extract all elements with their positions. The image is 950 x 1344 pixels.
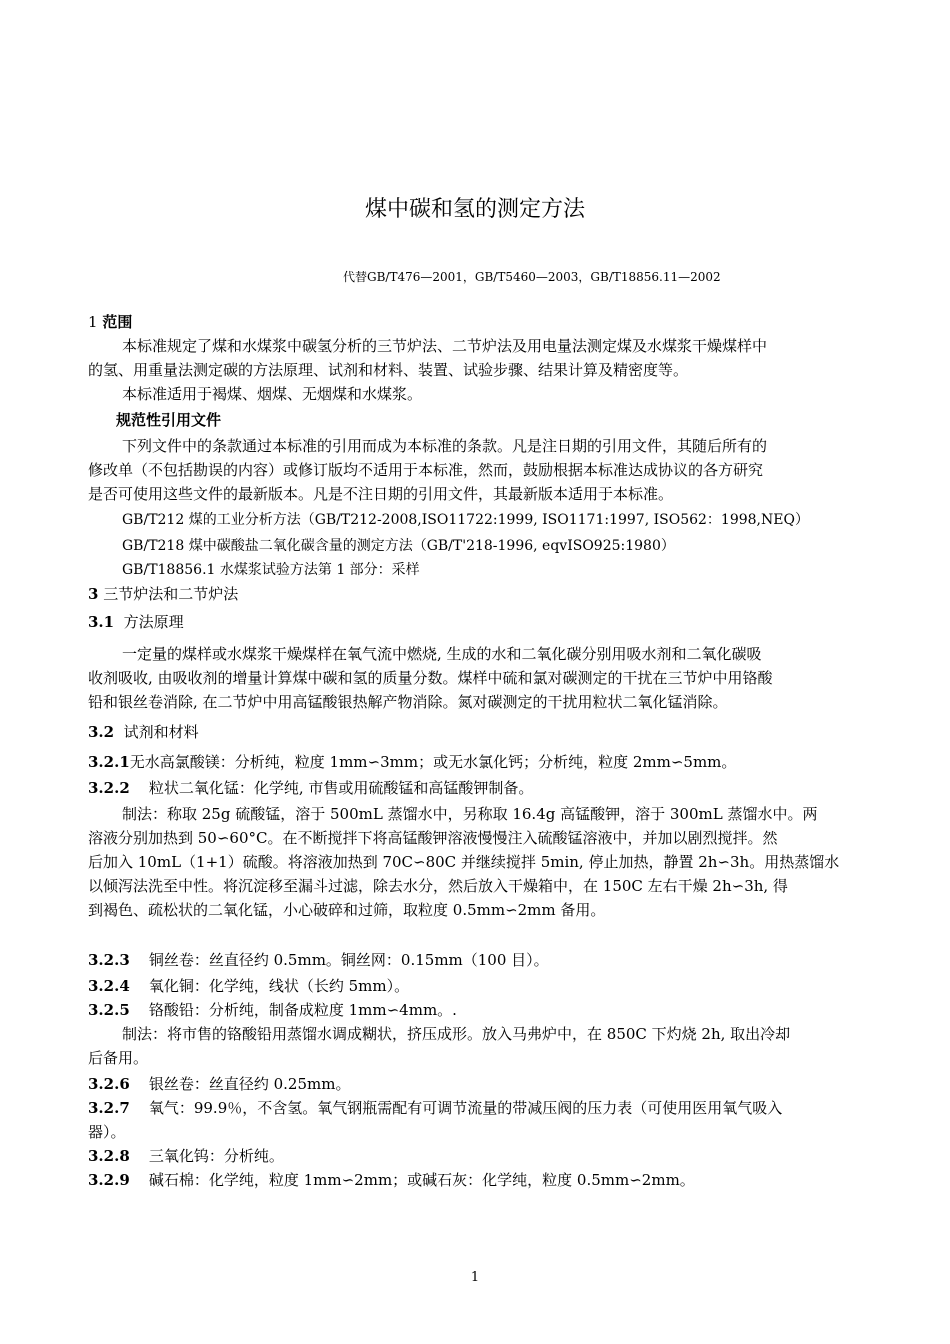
paragraph-line: 本标准规定了煤和水煤浆中碳氢分析的三节炉法、二节炉法及用电量法测定煤及水煤浆干燥煤样中 [122,337,768,355]
clause-3-2-9 [88,1170,695,1190]
paragraph-line: 制法：将市售的铬酸铅用蒸馏水调成糊状，挤压成形。放入马弗炉中，在 850C 下灼烧 2h, 取出冷却 [122,1025,791,1043]
subsection-3-1-heading [88,612,184,632]
paragraph-line: 本标准适用于褐煤、烟煤、无烟煤和水煤浆。 [122,385,423,403]
section-3-heading [88,584,238,604]
reference-item: GB/T212 煤的工业分析方法（GB/T212-2008,ISO11722:1999, ISO1171:1997, ISO562：1998,NEQ） [122,512,809,528]
clause-3-2-5 [88,1000,457,1020]
clause-3-2-6 [88,1074,350,1094]
clause-text: 粒状二氧化锰：化学纯, 市售或用硫酸锰和高锰酸钾制备。 [148,779,534,797]
clause-number: 3.2.8 [88,1147,130,1165]
paragraph-line: 是否可使用这些文件的最新版本。凡是不注日期的引用文件，其最新版本适用于本标准。 [88,485,674,503]
clause-3-2-2 [88,778,533,798]
paragraph-line: 器）。 [88,1123,126,1141]
clause-text: 氧化铜：化学纯，线状（长约 5mm）。 [148,977,410,995]
paragraph-line: 一定量的煤样或水煤浆干燥煤样在氧气流中燃烧, 生成的水和二氧化碳分别用吸水剂和二氧化碳吸 [122,645,762,663]
clause-number: 3.2.2 [88,779,130,797]
clause-3-2-4 [88,976,409,996]
section-number: 3.2 [88,723,115,741]
section-title: 三节炉法和二节炉法 [103,585,239,603]
clause-number: 3.2.3 [88,951,130,969]
section-title: 方法原理 [123,613,184,631]
reference-item: GB/T18856.1 水煤浆试验方法第 1 部分：采样 [122,562,420,578]
clause-text: 银丝卷：丝直径约 0.25mm。 [148,1075,351,1093]
clause-3-2-1 [88,752,736,772]
clause-text: 氧气：99.9％，不含氢。氧气钢瓶需配有可调节流量的带减压阀的压力表（可使用医用氧气吸入 [148,1099,783,1117]
clause-text: 三氧化钨：分析纯。 [148,1147,284,1165]
paragraph-line: 以倾泻法洗至中性。将沉淀移至漏斗过滤，除去水分，然后放入干燥箱中，在 150C 左右干燥 2h∽3h, 得 [88,877,788,895]
paragraph-line: 收剂吸收, 由吸收剂的增量计算煤中碳和氢的质量分数。煤样中硫和氯对碳测定的干扰在三节炉中用铬酸 [88,669,773,687]
clause-number: 3.2.1 [88,753,130,771]
section-number: 3.1 [88,613,115,631]
clause-text: 无水高氯酸镁：分析纯，粒度 1mm∽3mm；或无水氯化钙；分析纯，粒度 2mm∽5mm。 [129,753,737,771]
paragraph-line: 后备用。 [88,1049,149,1067]
paragraph-line: 溶液分别加热到 50∽60°C。在不断搅拌下将高锰酸钾溶液慢慢注入硫酸锰溶液中，并加以剧烈搅拌。然 [88,829,778,847]
subsection-3-2-heading [88,722,199,742]
section-1-heading [88,312,132,332]
clause-text: 铜丝卷：丝直径约 0.5mm。铜丝网：0.15mm（100 目）。 [148,951,549,969]
clause-number: 3.2.5 [88,1001,130,1019]
section-2-heading: 规范性引用文件 [116,411,222,429]
clause-number: 3.2.7 [88,1099,130,1117]
replaces-note: 代替GB/T476—2001，GB/T5460—2003，GB/T18856.11—2002 [343,270,721,284]
paragraph-line: 后加入 10mL（1+1）硫酸。将溶液加热到 70C∽80C 并继续搅拌 5min, 停止加热，静置 2h∽3h。用热蒸馏水 [88,853,840,871]
section-number: 1 [88,313,98,331]
paragraph-line: 的氢、用重量法测定碳的方法原理、试剂和材料、装置、试验步骤、结果计算及精密度等。 [88,361,689,379]
clause-text: 铬酸铅：分析纯，制备成粒度 1mm∽4mm。. [148,1001,457,1019]
paragraph-line: 下列文件中的条款通过本标准的引用而成为本标准的条款。凡是注日期的引用文件，其随后所有的 [122,437,768,455]
paragraph-line: 制法：称取 25g 硫酸锰，溶于 500mL 蒸馏水中，另称取 16.4g 高锰酸钾，溶于 300mL 蒸馏水中。两 [122,805,818,823]
paragraph-line: 铅和银丝卷消除, 在二节炉中用高锰酸银热解产物消除。氮对碳测定的干扰用粒状二氧化锰消除。 [88,693,728,711]
document-title: 煤中碳和氢的测定方法 [364,197,585,222]
paragraph-line: 到褐色、疏松状的二氧化锰，小心破碎和过筛，取粒度 0.5mm∽2mm 备用。 [88,901,606,919]
reference-item: GB/T218 煤中碳酸盐二氧化碳含量的测定方法（GB/T'218-1996, eqvISO925:1980） [122,538,675,554]
clause-number: 3.2.4 [88,977,130,995]
clause-number: 3.2.9 [88,1171,130,1189]
clause-number: 3.2.6 [88,1075,130,1093]
clause-3-2-7 [88,1098,782,1118]
page-number: 1 [470,1270,480,1285]
paragraph-line: 修改单（不包括勘误的内容）或修订版均不适用于本标准，然而，鼓励根据本标准达成协议的各方研究 [88,461,764,479]
section-number: 3 [88,585,99,603]
section-title: 范围 [102,313,133,331]
clause-3-2-3 [88,950,549,970]
clause-3-2-8 [88,1146,284,1166]
clause-text: 碱石棉：化学纯，粒度 1mm∽2mm；或碱石灰：化学纯，粒度 0.5mm∽2mm。 [148,1171,695,1189]
section-title: 试剂和材料 [123,723,199,741]
